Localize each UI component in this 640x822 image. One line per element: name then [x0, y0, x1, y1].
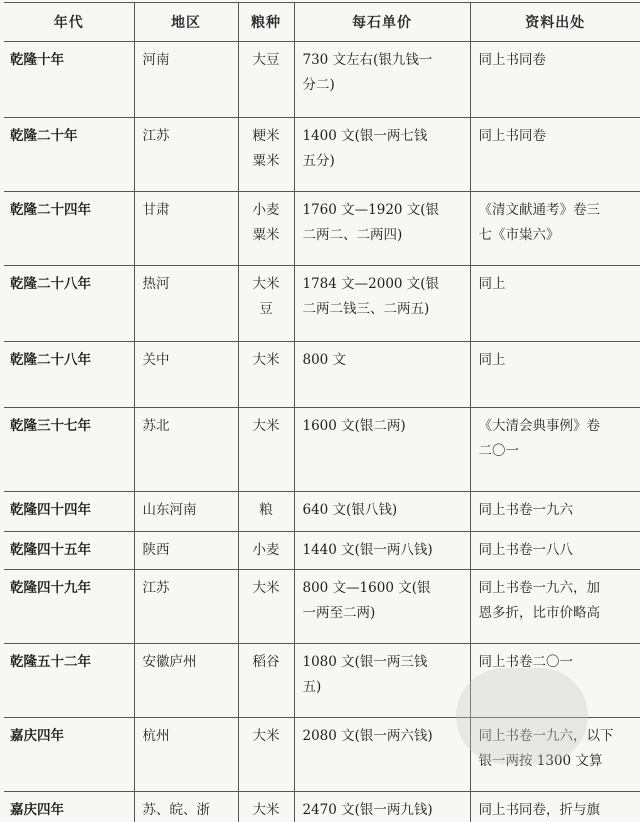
year-cell-line: 乾隆四十五年: [10, 542, 91, 558]
grain-cell-line: 小麦: [252, 542, 280, 558]
year-cell: [4, 570, 134, 644]
header-source: 资料出处: [470, 3, 640, 42]
grain-price-table: [4, 2, 640, 822]
region-cell-line: 河南: [142, 52, 170, 68]
grain-cell: [238, 792, 294, 822]
year-cell-line: 乾隆二十年: [10, 128, 78, 144]
region-cell: [134, 42, 238, 118]
price-cell-line: 一两至二两): [302, 605, 376, 621]
header-price: 每石单价: [294, 3, 470, 42]
year-cell: [4, 266, 134, 342]
source-cell-line: 同上书卷二〇一: [478, 654, 573, 670]
grain-cell-line: 大米: [252, 276, 280, 292]
grain-cell-line: 大米: [252, 802, 280, 818]
region-cell: [134, 408, 238, 492]
source-cell: [470, 192, 640, 266]
price-cell: [294, 342, 470, 408]
source-cell: [470, 408, 640, 492]
region-cell-line: 陕西: [142, 542, 170, 558]
price-cell: [294, 532, 470, 570]
price-cell: [294, 192, 470, 266]
price-cell-line: 1760 文—1920 文(银: [302, 202, 440, 218]
table-row: [4, 570, 640, 644]
region-cell: [134, 492, 238, 532]
table-row: [4, 532, 640, 570]
year-cell: [4, 792, 134, 822]
grain-cell-line: 大米: [252, 352, 280, 368]
source-cell: [470, 42, 640, 118]
price-cell-line: 1080 文(银一两三钱: [302, 654, 428, 670]
price-cell-line: 二两二钱三、二两五): [302, 301, 430, 317]
grain-cell: [238, 192, 294, 266]
region-cell: [134, 718, 238, 792]
price-cell: [294, 118, 470, 192]
price-cell-line: 五): [302, 679, 322, 695]
grain-cell-line: 稻谷: [252, 654, 280, 670]
price-cell-line: 1784 文—2000 文(银: [302, 276, 440, 292]
region-cell: [134, 792, 238, 822]
source-cell-line: 同上书同卷，折与旗: [478, 802, 600, 818]
table-row: [4, 408, 640, 492]
region-cell: [134, 118, 238, 192]
price-cell: [294, 718, 470, 792]
grain-cell-line: 粟米: [252, 153, 280, 169]
price-cell-line: 1400 文(银一两七钱: [302, 128, 428, 144]
grain-cell-line: 大米: [252, 418, 280, 434]
region-cell: [134, 192, 238, 266]
source-cell: [470, 342, 640, 408]
price-cell-line: 800 文—1600 文(银: [302, 580, 431, 596]
price-cell-line: 2470 文(银一两九钱): [302, 802, 433, 818]
region-cell-line: 苏、皖、浙: [142, 802, 210, 818]
region-cell-line: 山东河南: [142, 502, 197, 518]
source-cell-line: 二〇一: [478, 443, 519, 459]
grain-cell-line: 大米: [252, 580, 280, 596]
year-cell: [4, 408, 134, 492]
price-cell: [294, 492, 470, 532]
year-cell-line: 乾隆五十二年: [10, 654, 91, 670]
price-cell: [294, 266, 470, 342]
price-cell: [294, 644, 470, 718]
source-cell-line: 恩多折，比市价略高: [478, 605, 600, 621]
source-cell-line: 同上: [478, 276, 506, 292]
price-cell: [294, 792, 470, 822]
grain-cell-line: 小麦: [252, 202, 280, 218]
grain-cell: [238, 342, 294, 408]
price-cell-line: 730 文左右(银九钱一: [302, 52, 433, 68]
price-cell-line: 1440 文(银一两八钱): [302, 542, 433, 558]
table-header-row: [4, 3, 640, 42]
region-cell-line: 安徽庐州: [142, 654, 197, 670]
price-cell-line: 分二): [302, 77, 335, 93]
source-cell: [470, 118, 640, 192]
source-cell-line: 同上书卷一九六，以下: [478, 728, 614, 744]
region-cell-line: 关中: [142, 352, 170, 368]
price-cell-line: 1600 文(银二两): [302, 418, 406, 434]
year-cell-line: 乾隆二十四年: [10, 202, 91, 218]
year-cell: [4, 492, 134, 532]
price-cell-line: 640 文(银八钱): [302, 502, 398, 518]
source-cell-line: 《清文献通考》卷三: [478, 202, 600, 218]
grain-cell-line: 大豆: [252, 52, 280, 68]
grain-cell-line: 粳米: [252, 128, 280, 144]
table-row: [4, 342, 640, 408]
source-cell-line: 同上书卷一九六: [478, 502, 573, 518]
table-row: [4, 792, 640, 822]
price-cell: [294, 570, 470, 644]
source-cell-line: 《大清会典事例》卷: [478, 418, 600, 434]
source-cell-line: 同上书同卷: [478, 52, 546, 68]
year-cell-line: 乾隆四十四年: [10, 502, 91, 518]
source-cell: [470, 718, 640, 792]
region-cell: [134, 532, 238, 570]
grain-cell: [238, 492, 294, 532]
year-cell: [4, 192, 134, 266]
source-cell: [470, 644, 640, 718]
table-row: [4, 492, 640, 532]
source-cell-line: 银一两按 1300 文算: [478, 753, 603, 769]
source-cell-line: 同上书卷一八八: [478, 542, 573, 558]
source-cell-line: 七《市粜六》: [478, 227, 560, 243]
table-body: [4, 42, 640, 822]
grain-cell: [238, 266, 294, 342]
year-cell-line: 嘉庆四年: [10, 728, 64, 744]
year-cell: [4, 532, 134, 570]
grain-cell-line: 豆: [259, 301, 273, 317]
header-year: 年代: [4, 3, 134, 42]
year-cell-line: 乾隆十年: [10, 52, 64, 68]
price-cell-line: 二两二、二两四): [302, 227, 403, 243]
region-cell: [134, 266, 238, 342]
year-cell-line: 乾隆二十八年: [10, 352, 91, 368]
source-cell-line: 同上书卷一九六，加: [478, 580, 600, 596]
header-region: 地区: [134, 3, 238, 42]
source-cell: [470, 266, 640, 342]
region-cell-line: 杭州: [142, 728, 170, 744]
table-row: [4, 192, 640, 266]
grain-cell: [238, 42, 294, 118]
region-cell-line: 江苏: [142, 580, 170, 596]
grain-cell: [238, 118, 294, 192]
table-row: [4, 718, 640, 792]
header-grain: 粮种: [238, 3, 294, 42]
grain-cell-line: 粟米: [252, 227, 280, 243]
price-cell-line: 五分): [302, 153, 335, 169]
grain-cell: [238, 532, 294, 570]
table-row: [4, 644, 640, 718]
year-cell-line: 嘉庆四年: [10, 802, 64, 818]
grain-cell: [238, 408, 294, 492]
grain-cell: [238, 644, 294, 718]
region-cell: [134, 644, 238, 718]
grain-cell-line: 大米: [252, 728, 280, 744]
region-cell: [134, 342, 238, 408]
table-row: [4, 118, 640, 192]
table-row: [4, 266, 640, 342]
price-cell-line: 2080 文(银一两六钱): [302, 728, 433, 744]
source-cell-line: 同上书同卷: [478, 128, 546, 144]
year-cell-line: 乾隆三十七年: [10, 418, 91, 434]
year-cell: [4, 42, 134, 118]
grain-cell-line: 粮: [259, 502, 273, 518]
region-cell-line: 苏北: [142, 418, 170, 434]
price-cell: [294, 408, 470, 492]
year-cell: [4, 118, 134, 192]
region-cell-line: 热河: [142, 276, 170, 292]
table-row: [4, 42, 640, 118]
source-cell: [470, 492, 640, 532]
source-cell: [470, 570, 640, 644]
region-cell: [134, 570, 238, 644]
grain-cell: [238, 718, 294, 792]
year-cell-line: 乾隆四十九年: [10, 580, 91, 596]
grain-cell: [238, 570, 294, 644]
year-cell: [4, 644, 134, 718]
region-cell-line: 甘肃: [142, 202, 170, 218]
source-cell: [470, 792, 640, 822]
year-cell: [4, 342, 134, 408]
source-cell-line: 同上: [478, 352, 506, 368]
price-cell-line: 800 文: [302, 352, 347, 368]
year-cell-line: 乾隆二十八年: [10, 276, 91, 292]
price-cell: [294, 42, 470, 118]
year-cell: [4, 718, 134, 792]
source-cell: [470, 532, 640, 570]
region-cell-line: 江苏: [142, 128, 170, 144]
